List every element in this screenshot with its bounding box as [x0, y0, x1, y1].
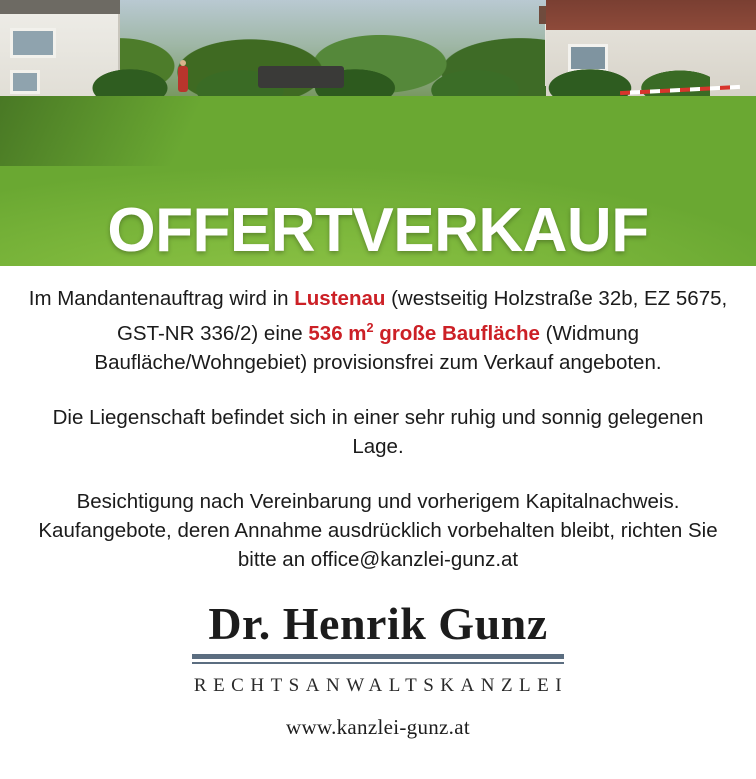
- law-firm-signature: [28, 597, 728, 740]
- paragraph-location: Die Liegenschaft befindet sich in einer sehr ruhig und sonnig gelegenen Lage.: [52, 405, 704, 458]
- firm-subtitle: RECHTSANWALTSKANZLEI: [193, 675, 569, 697]
- house-left-window-upper: [10, 28, 56, 58]
- signature-rules: [192, 654, 564, 664]
- area-value: 536 m: [308, 321, 367, 345]
- area-highlight: [308, 322, 540, 345]
- paragraph-viewing: Besichtigung nach Vereinbarung und vorherigem Kapitalnachweis. Kaufangebote, deren Annahme ausdrücklich vorbehalten bleibt, richten Sie bitte an office@kanzlei-gunz.at: [38, 489, 718, 571]
- offer-text-part-1: Im Mandantenauftrag wird in: [28, 287, 295, 310]
- offer-text-part-2: (westseitig Holzstraße 32b, EZ 5675, GST-NR 336/2) eine: [116, 287, 728, 345]
- offer-text-part-3: (Widmung Baufläche/Wohngebiet) provisionsfrei zum Verkauf angeboten.: [94, 321, 662, 374]
- location-highlight: Lustenau: [294, 287, 386, 310]
- rule-thick: [192, 654, 564, 659]
- paragraph-offer: [28, 284, 728, 377]
- firm-website[interactable]: www.kanzlei-gunz.at: [286, 715, 470, 740]
- area-label: große Baufläche: [373, 321, 540, 345]
- advertisement-body: [0, 266, 756, 740]
- area-superscript: 2: [366, 320, 374, 335]
- rule-thin: [192, 662, 564, 664]
- firm-name: Dr. Henrik Gunz: [208, 597, 548, 649]
- house-left-roof: [0, 0, 120, 14]
- house-right-roof: [546, 0, 756, 30]
- person-figure: [178, 66, 188, 92]
- property-photo: [0, 0, 756, 266]
- lawn-shadow: [0, 96, 260, 166]
- dark-object: [258, 66, 344, 88]
- page-title: OFFERTVERKAUF: [107, 196, 649, 265]
- house-left-window-lower: [10, 70, 40, 94]
